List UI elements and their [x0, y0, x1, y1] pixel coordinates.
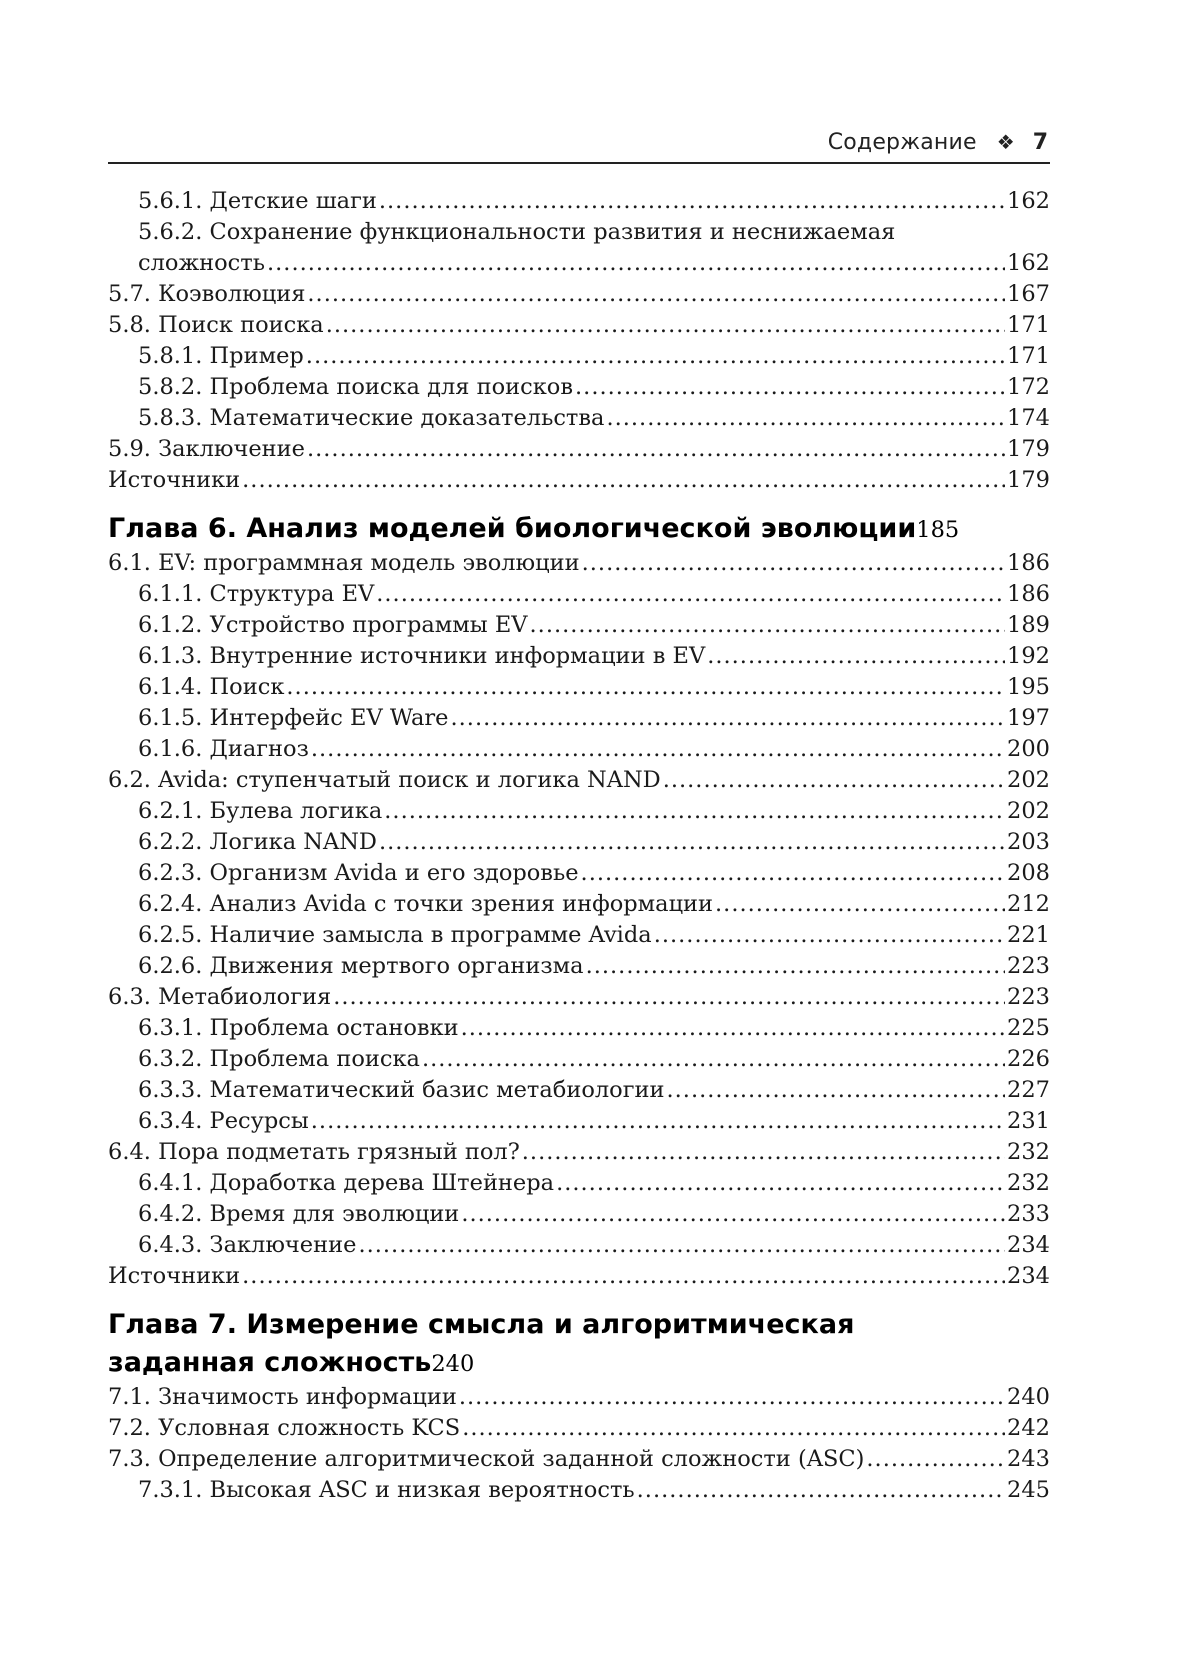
toc-entry-page: 162	[1007, 250, 1050, 276]
page-number: 7	[1032, 130, 1048, 155]
toc-entry-page: 179	[1007, 467, 1050, 493]
toc-entry-page: 171	[1007, 312, 1050, 338]
chapter-6-title: Глава 6. Анализ моделей биологической эволюции	[108, 513, 917, 544]
toc-entry-title: 6.1.2. Устройство программы EV	[138, 612, 528, 638]
toc-block-chapter6	[108, 548, 1050, 1292]
toc-entry-page: 221	[1007, 922, 1050, 948]
toc-entry-page: 186	[1007, 581, 1050, 607]
leader-dots	[311, 1106, 1005, 1137]
toc-entry	[108, 217, 1050, 279]
leader-dots	[556, 1168, 1005, 1199]
leader-dots	[306, 341, 1005, 372]
toc-entry-title: 6.3. Метабиология	[108, 984, 332, 1010]
toc-entry	[108, 1013, 1050, 1044]
toc-entry-page: 234	[1007, 1232, 1050, 1258]
toc-entry-page: 212	[1007, 891, 1050, 917]
toc-entry-title-continued: сложность	[138, 250, 265, 276]
toc-entry-page: 189	[1007, 612, 1050, 638]
toc-entry-title: 6.1.4. Поиск	[138, 674, 285, 700]
toc-entry-title: 6.2.4. Анализ Avida с точки зрения информации	[138, 891, 714, 917]
leader-dots	[462, 1413, 1005, 1444]
toc-entry-page: 242	[1007, 1415, 1050, 1441]
toc-entry-title: 6.2. Avida: ступенчатый поиск и логика NAND	[108, 767, 661, 793]
toc-entry-title: 6.2.3. Организм Avida и его здоровье	[138, 860, 579, 886]
toc-entry	[108, 765, 1050, 796]
toc-entry-title: 6.1.1. Структура EV	[138, 581, 375, 607]
toc-entry-title: 6.2.6. Движения мертвого организма	[138, 953, 584, 979]
toc-entry-title: Источники	[108, 1263, 241, 1289]
toc-block-chapter5	[108, 186, 1050, 496]
toc-entry	[108, 341, 1050, 372]
toc-entry-page: 226	[1007, 1046, 1050, 1072]
toc-entry-page: 186	[1007, 550, 1050, 576]
leader-dots	[286, 672, 1005, 703]
ornament-icon: ❖	[996, 130, 1015, 154]
toc-entry-title: 6.4. Пора подметать грязный пол?	[108, 1139, 520, 1165]
leader-dots	[707, 641, 1005, 672]
toc-entry	[108, 1413, 1050, 1444]
toc-entry	[108, 1044, 1050, 1075]
leader-dots	[582, 548, 1005, 579]
chapter-7-title-line1: Глава 7. Измерение смысла и алгоритмическая	[108, 1309, 855, 1340]
toc-entry	[108, 310, 1050, 341]
toc-entry-page: 225	[1007, 1015, 1050, 1041]
toc-entry	[108, 434, 1050, 465]
leader-dots	[606, 403, 1005, 434]
toc-entry	[108, 465, 1050, 496]
leader-dots	[451, 703, 1006, 734]
leader-dots	[311, 734, 1005, 765]
leader-dots	[581, 858, 1006, 889]
toc-entry-title: 7.2. Условная сложность KCS	[108, 1415, 461, 1441]
toc-entry-page: 172	[1007, 374, 1050, 400]
toc-entry-page: 223	[1007, 953, 1050, 979]
toc-entry-page: 167	[1007, 281, 1050, 307]
leader-dots	[242, 1261, 1005, 1292]
toc-entry	[108, 548, 1050, 579]
toc-entry-title: Источники	[108, 467, 241, 493]
header-title: Содержание	[827, 130, 977, 155]
chapter-7-page: 240	[431, 1351, 475, 1377]
toc-entry-page: 223	[1007, 984, 1050, 1010]
toc-entry-title: 6.3.4. Ресурсы	[138, 1108, 309, 1134]
toc-entry-title: 5.9. Заключение	[108, 436, 305, 462]
toc-entry	[108, 1261, 1050, 1292]
toc-entry-page: 233	[1007, 1201, 1050, 1227]
chapter-6-page: 185	[916, 517, 960, 543]
toc-entry	[108, 1382, 1050, 1413]
leader-dots	[663, 765, 1005, 796]
leader-dots	[267, 248, 1005, 279]
leader-dots	[586, 951, 1005, 982]
toc-entry-page: 162	[1007, 188, 1050, 214]
toc-entry-page: 171	[1007, 343, 1050, 369]
toc-entry-page: 200	[1007, 736, 1050, 762]
toc-entry	[108, 889, 1050, 920]
leader-dots	[715, 889, 1005, 920]
toc-entry-title: 5.8.1. Пример	[138, 343, 304, 369]
toc-entry-page: 202	[1007, 767, 1050, 793]
toc-entry	[108, 796, 1050, 827]
leader-dots	[379, 186, 1005, 217]
toc-entry-title: 5.6.2. Сохранение функциональности развития и неснижаемая	[138, 219, 896, 245]
leader-dots	[384, 796, 1005, 827]
chapter-7-heading	[108, 1306, 1050, 1382]
leader-dots	[379, 827, 1005, 858]
leader-dots	[358, 1230, 1005, 1261]
toc-entry-page: 208	[1007, 860, 1050, 886]
running-header	[108, 126, 1050, 164]
toc-entry-page: 245	[1007, 1477, 1050, 1503]
toc-entry-title: 7.3. Определение алгоритмической заданной сложности (ASC)	[108, 1446, 865, 1472]
leader-dots	[242, 465, 1005, 496]
toc-entry	[108, 703, 1050, 734]
toc-entry-title: 6.3.1. Проблема остановки	[138, 1015, 459, 1041]
toc-entry	[108, 1475, 1050, 1506]
toc-entry	[108, 579, 1050, 610]
toc-entry	[108, 920, 1050, 951]
toc-entry-page: 231	[1007, 1108, 1050, 1134]
toc-entry-title: 5.7. Коэволюция	[108, 281, 306, 307]
toc-entry-page: 195	[1007, 674, 1050, 700]
leader-dots	[654, 920, 1005, 951]
toc-entry	[108, 1168, 1050, 1199]
toc-entry-page: 243	[1007, 1446, 1050, 1472]
toc-entry	[108, 1199, 1050, 1230]
toc-entry-title: 5.8.2. Проблема поиска для поисков	[138, 374, 574, 400]
toc-entry	[108, 951, 1050, 982]
chapter-7-title-line2: заданная сложность	[108, 1347, 432, 1378]
toc-entry	[108, 1137, 1050, 1168]
toc-entry-title: 5.6.1. Детские шаги	[138, 188, 377, 214]
toc-entry-page: 227	[1007, 1077, 1050, 1103]
toc-entry	[108, 734, 1050, 765]
leader-dots	[461, 1199, 1005, 1230]
toc-entry-page: 179	[1007, 436, 1050, 462]
toc-entry-page: 232	[1007, 1139, 1050, 1165]
toc-entry	[108, 279, 1050, 310]
toc-entry-title: 6.2.1. Булева логика	[138, 798, 383, 824]
table-of-contents	[108, 186, 1050, 1506]
toc-entry	[108, 372, 1050, 403]
leader-dots	[307, 279, 1005, 310]
toc-entry-title: 5.8. Поиск поиска	[108, 312, 324, 338]
toc-entry-page: 234	[1007, 1263, 1050, 1289]
toc-entry-title: 6.1. EV: программная модель эволюции	[108, 550, 580, 576]
leader-dots	[866, 1444, 1005, 1475]
toc-entry-page: 240	[1007, 1384, 1050, 1410]
toc-entry-title: 7.3.1. Высокая ASC и низкая вероятность	[138, 1477, 635, 1503]
toc-entry	[108, 641, 1050, 672]
toc-entry-title: 6.4.3. Заключение	[138, 1232, 357, 1258]
leader-dots	[637, 1475, 1005, 1506]
leader-dots	[459, 1382, 1005, 1413]
toc-entry-title: 7.1. Значимость информации	[108, 1384, 457, 1410]
toc-entry-title: 6.1.3. Внутренние источники информации в EV	[138, 643, 706, 669]
toc-entry	[108, 186, 1050, 217]
toc-entry-page: 232	[1007, 1170, 1050, 1196]
toc-entry	[108, 1230, 1050, 1261]
toc-block-chapter7	[108, 1382, 1050, 1506]
toc-entry-title: 6.4.2. Время для эволюции	[138, 1201, 460, 1227]
toc-entry-title: 6.3.3. Математический базис метабиологии	[138, 1077, 665, 1103]
leader-dots	[376, 579, 1005, 610]
toc-entry	[108, 858, 1050, 889]
toc-entry-title: 6.2.2. Логика NAND	[138, 829, 377, 855]
toc-entry-page: 174	[1007, 405, 1050, 431]
toc-entry	[108, 1106, 1050, 1137]
leader-dots	[575, 372, 1005, 403]
toc-entry-title: 5.8.3. Математические доказательства	[138, 405, 605, 431]
toc-entry-title: 6.4.1. Доработка дерева Штейнера	[138, 1170, 555, 1196]
toc-entry	[108, 1444, 1050, 1475]
leader-dots	[307, 434, 1005, 465]
toc-entry-title: 6.1.6. Диагноз	[138, 736, 309, 762]
toc-entry-page: 203	[1007, 829, 1050, 855]
leader-dots	[461, 1013, 1005, 1044]
chapter-6-heading	[108, 510, 1050, 548]
toc-entry	[108, 982, 1050, 1013]
toc-entry	[108, 1075, 1050, 1106]
toc-entry-page: 192	[1007, 643, 1050, 669]
leader-dots	[530, 610, 1006, 641]
leader-dots	[422, 1044, 1005, 1075]
toc-entry	[108, 827, 1050, 858]
leader-dots	[667, 1075, 1006, 1106]
toc-entry	[108, 403, 1050, 434]
toc-entry-page: 202	[1007, 798, 1050, 824]
leader-dots	[522, 1137, 1005, 1168]
toc-entry	[108, 672, 1050, 703]
toc-entry-title: 6.2.5. Наличие замысла в программе Avida	[138, 922, 652, 948]
toc-entry-page: 197	[1007, 705, 1050, 731]
leader-dots	[333, 982, 1005, 1013]
toc-entry-title: 6.1.5. Интерфейс EV Ware	[138, 705, 449, 731]
toc-entry-title: 6.3.2. Проблема поиска	[138, 1046, 420, 1072]
leader-dots	[326, 310, 1005, 341]
toc-entry	[108, 610, 1050, 641]
